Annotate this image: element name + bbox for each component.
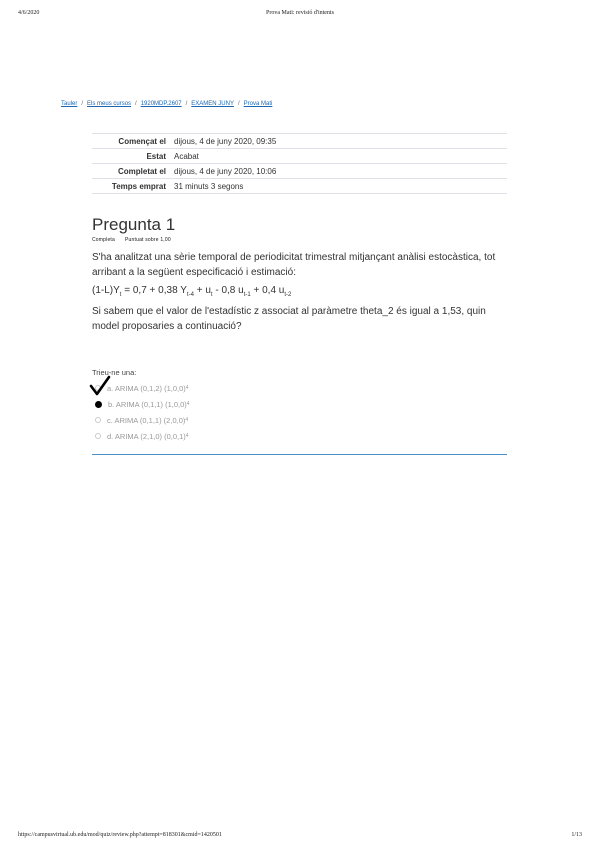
answer-option[interactable] xyxy=(92,428,190,444)
print-url: https://campusvirtual.ub.edu/mod/quiz/review.php?attempt=818301&cmid=1420501 xyxy=(18,832,222,838)
print-page-number: 1/13 xyxy=(571,832,582,838)
breadcrumb-course[interactable]: 1920MDP.2607 xyxy=(140,101,182,107)
radio-button[interactable] xyxy=(95,417,101,423)
question-title: Pregunta 1 xyxy=(92,215,176,234)
breadcrumb-separator: / xyxy=(237,101,240,107)
summary-label: Temps emprat xyxy=(92,179,170,194)
answer-subscript: 4 xyxy=(185,417,189,423)
radio-button-selected[interactable] xyxy=(95,401,102,408)
breadcrumb-exam[interactable]: EXAMEN JUNY xyxy=(191,101,234,107)
breadcrumb xyxy=(61,101,272,107)
breadcrumb-separator: / xyxy=(135,101,137,107)
answer-label: c. ARIMA (0,1,1) (2,0,0) xyxy=(107,415,186,425)
summary-label: Començat el xyxy=(92,134,170,149)
summary-row-completed xyxy=(92,164,507,179)
summary-label: Completat el xyxy=(92,164,170,179)
answer-subscript: 4 xyxy=(186,401,190,407)
answer-label: a. ARIMA (0,1,2) (1,0,0) xyxy=(107,383,186,393)
answer-subscript: 4 xyxy=(185,433,189,439)
answer-option[interactable] xyxy=(92,412,190,428)
checkmark-icon xyxy=(89,375,111,397)
question-divider xyxy=(92,454,507,455)
summary-value: Acabat xyxy=(170,149,507,164)
attempt-summary-table xyxy=(92,133,507,194)
radio-button[interactable] xyxy=(95,433,101,439)
summary-row-state xyxy=(92,149,507,164)
summary-row-started xyxy=(92,134,507,149)
summary-label: Estat xyxy=(92,149,170,164)
answer-label: d. ARIMA (2,1,0) (0,0,1) xyxy=(107,431,186,441)
question-text: S'ha analitzat una sèrie temporal de periodicitat trimestral mitjançant anàlisi estocàstica, tot arribant a la següent especificació i estimació: xyxy=(92,252,496,278)
answer-subscript: 4 xyxy=(185,385,189,391)
summary-row-time xyxy=(92,179,507,194)
question-marks: Puntuat sobre 1,00 xyxy=(125,237,171,243)
question-info xyxy=(92,237,171,243)
breadcrumb-separator: / xyxy=(81,101,84,107)
answer-option[interactable] xyxy=(92,396,190,412)
answer-label: b. ARIMA (0,1,1) (1,0,0) xyxy=(108,399,187,409)
breadcrumb-quiz[interactable]: Prova Mati xyxy=(243,101,273,107)
breadcrumb-my-courses[interactable]: Els meus cursos xyxy=(87,101,132,107)
question-state: Completa xyxy=(92,237,115,243)
breadcrumb-separator: / xyxy=(185,101,188,107)
summary-value: dijous, 4 de juny 2020, 09:35 xyxy=(170,134,507,149)
print-date: 4/6/2020 xyxy=(18,10,40,16)
summary-value: dijous, 4 de juny 2020, 10:06 xyxy=(170,164,507,179)
answer-prompt: Trieu-ne una: xyxy=(92,368,137,377)
breadcrumb-tauler[interactable]: Tauler xyxy=(61,101,78,107)
question-formula: $(1-L)Y_t = 0,7 + 0,38$ $Y_{t-4} + u_t - 0,8$ $u_{t-1} + 0,4$ $u_{t-2}$ xyxy=(92,285,292,298)
print-title: Prova Mati: revisió d'intents xyxy=(266,10,334,16)
summary-value: 31 minuts 3 segons xyxy=(170,179,507,194)
question-text-2: Si sabem que el valor de l'estadístic z associat al paràmetre theta_2 és igual a 1,53, quin model proposaries a continuació? xyxy=(92,306,486,332)
